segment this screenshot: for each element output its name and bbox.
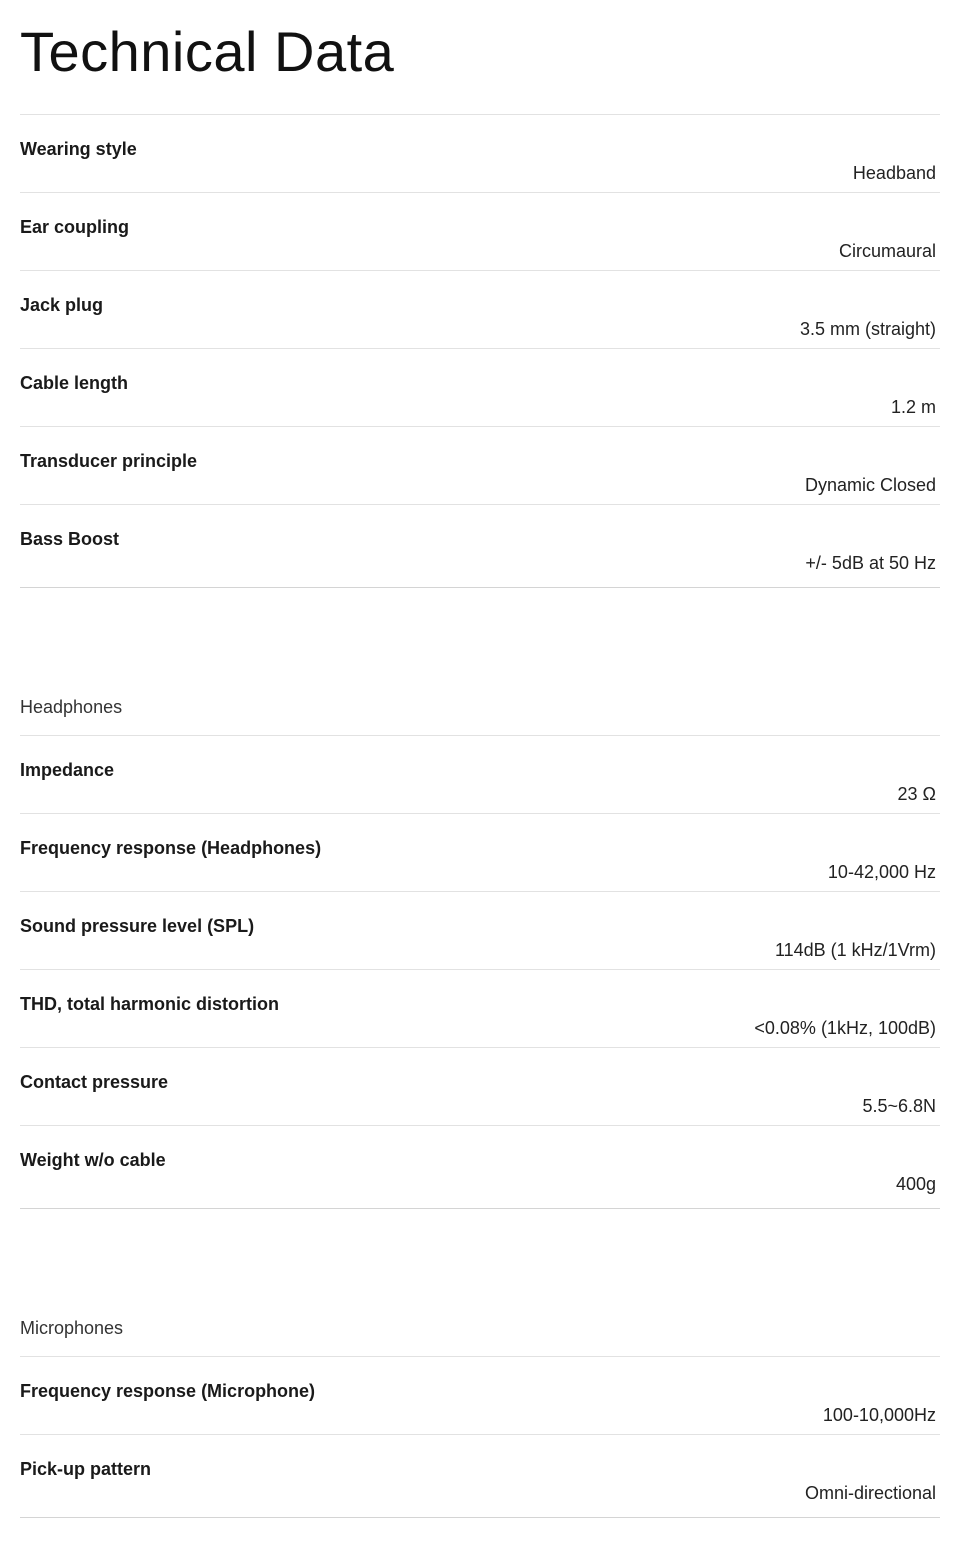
spec-label: Wearing style bbox=[20, 139, 137, 159]
spec-value: 5.5~6.8N bbox=[862, 1096, 936, 1116]
spec-list bbox=[20, 114, 940, 588]
spec-row-spl bbox=[20, 892, 940, 970]
spec-value: 3.5 mm (straight) bbox=[799, 319, 936, 339]
spec-row-jack-plug bbox=[20, 271, 940, 349]
spec-list bbox=[20, 1356, 940, 1518]
spec-row-bass-boost bbox=[20, 505, 940, 588]
spec-list bbox=[20, 735, 940, 1209]
spec-row-cable-length bbox=[20, 349, 940, 427]
spec-row-thd bbox=[20, 970, 940, 1048]
spec-label: THD, total harmonic distortion bbox=[20, 994, 279, 1014]
spec-value: 10-42,000 Hz bbox=[827, 862, 936, 882]
spec-row-frequency-response-headphones bbox=[20, 814, 940, 892]
spec-row-pickup-pattern bbox=[20, 1435, 940, 1518]
spec-value: Dynamic Closed bbox=[804, 475, 936, 495]
spec-label: Bass Boost bbox=[20, 529, 120, 549]
spec-value: 100-10,000Hz bbox=[822, 1405, 936, 1425]
spec-value: Omni-directional bbox=[804, 1483, 936, 1503]
page-title: Technical Data bbox=[20, 20, 395, 83]
spec-label: Contact pressure bbox=[20, 1072, 169, 1092]
spec-row-transducer-principle bbox=[20, 427, 940, 505]
spec-label: Frequency response (Microphone) bbox=[20, 1381, 316, 1401]
spec-label: Impedance bbox=[20, 760, 115, 780]
headphones-heading: Headphones bbox=[20, 697, 123, 717]
spec-row-wearing-style bbox=[20, 115, 940, 193]
microphones-heading: Microphones bbox=[20, 1318, 124, 1338]
spec-label: Weight w/o cable bbox=[20, 1150, 166, 1170]
spec-value: 114dB (1 kHz/1Vrm) bbox=[774, 940, 936, 960]
microphones-specs-section bbox=[20, 1317, 940, 1518]
spec-row-contact-pressure bbox=[20, 1048, 940, 1126]
spec-row-weight bbox=[20, 1126, 940, 1209]
spec-value: 23 Ω bbox=[897, 784, 936, 804]
spec-label: Ear coupling bbox=[20, 217, 130, 237]
spec-value: <0.08% (1kHz, 100dB) bbox=[754, 1018, 936, 1038]
section-heading bbox=[20, 696, 940, 735]
spec-row-ear-coupling bbox=[20, 193, 940, 271]
spec-label: Frequency response (Headphones) bbox=[20, 838, 322, 858]
headphones-specs-section bbox=[20, 696, 940, 1209]
spec-value: Circumaural bbox=[838, 241, 936, 261]
spec-value: 1.2 m bbox=[890, 397, 936, 417]
spec-label: Transducer principle bbox=[20, 451, 198, 471]
spec-label: Pick-up pattern bbox=[20, 1459, 152, 1479]
spec-label: Jack plug bbox=[20, 295, 104, 315]
general-specs-section bbox=[20, 114, 940, 588]
spec-value: Headband bbox=[852, 163, 936, 183]
spec-label: Cable length bbox=[20, 373, 129, 393]
section-heading bbox=[20, 1317, 940, 1356]
spec-row-frequency-response-microphone bbox=[20, 1357, 940, 1435]
spec-value: +/- 5dB at 50 Hz bbox=[805, 553, 936, 573]
spec-value: 400g bbox=[895, 1174, 936, 1194]
spec-row-impedance bbox=[20, 736, 940, 814]
spec-label: Sound pressure level (SPL) bbox=[20, 916, 255, 936]
